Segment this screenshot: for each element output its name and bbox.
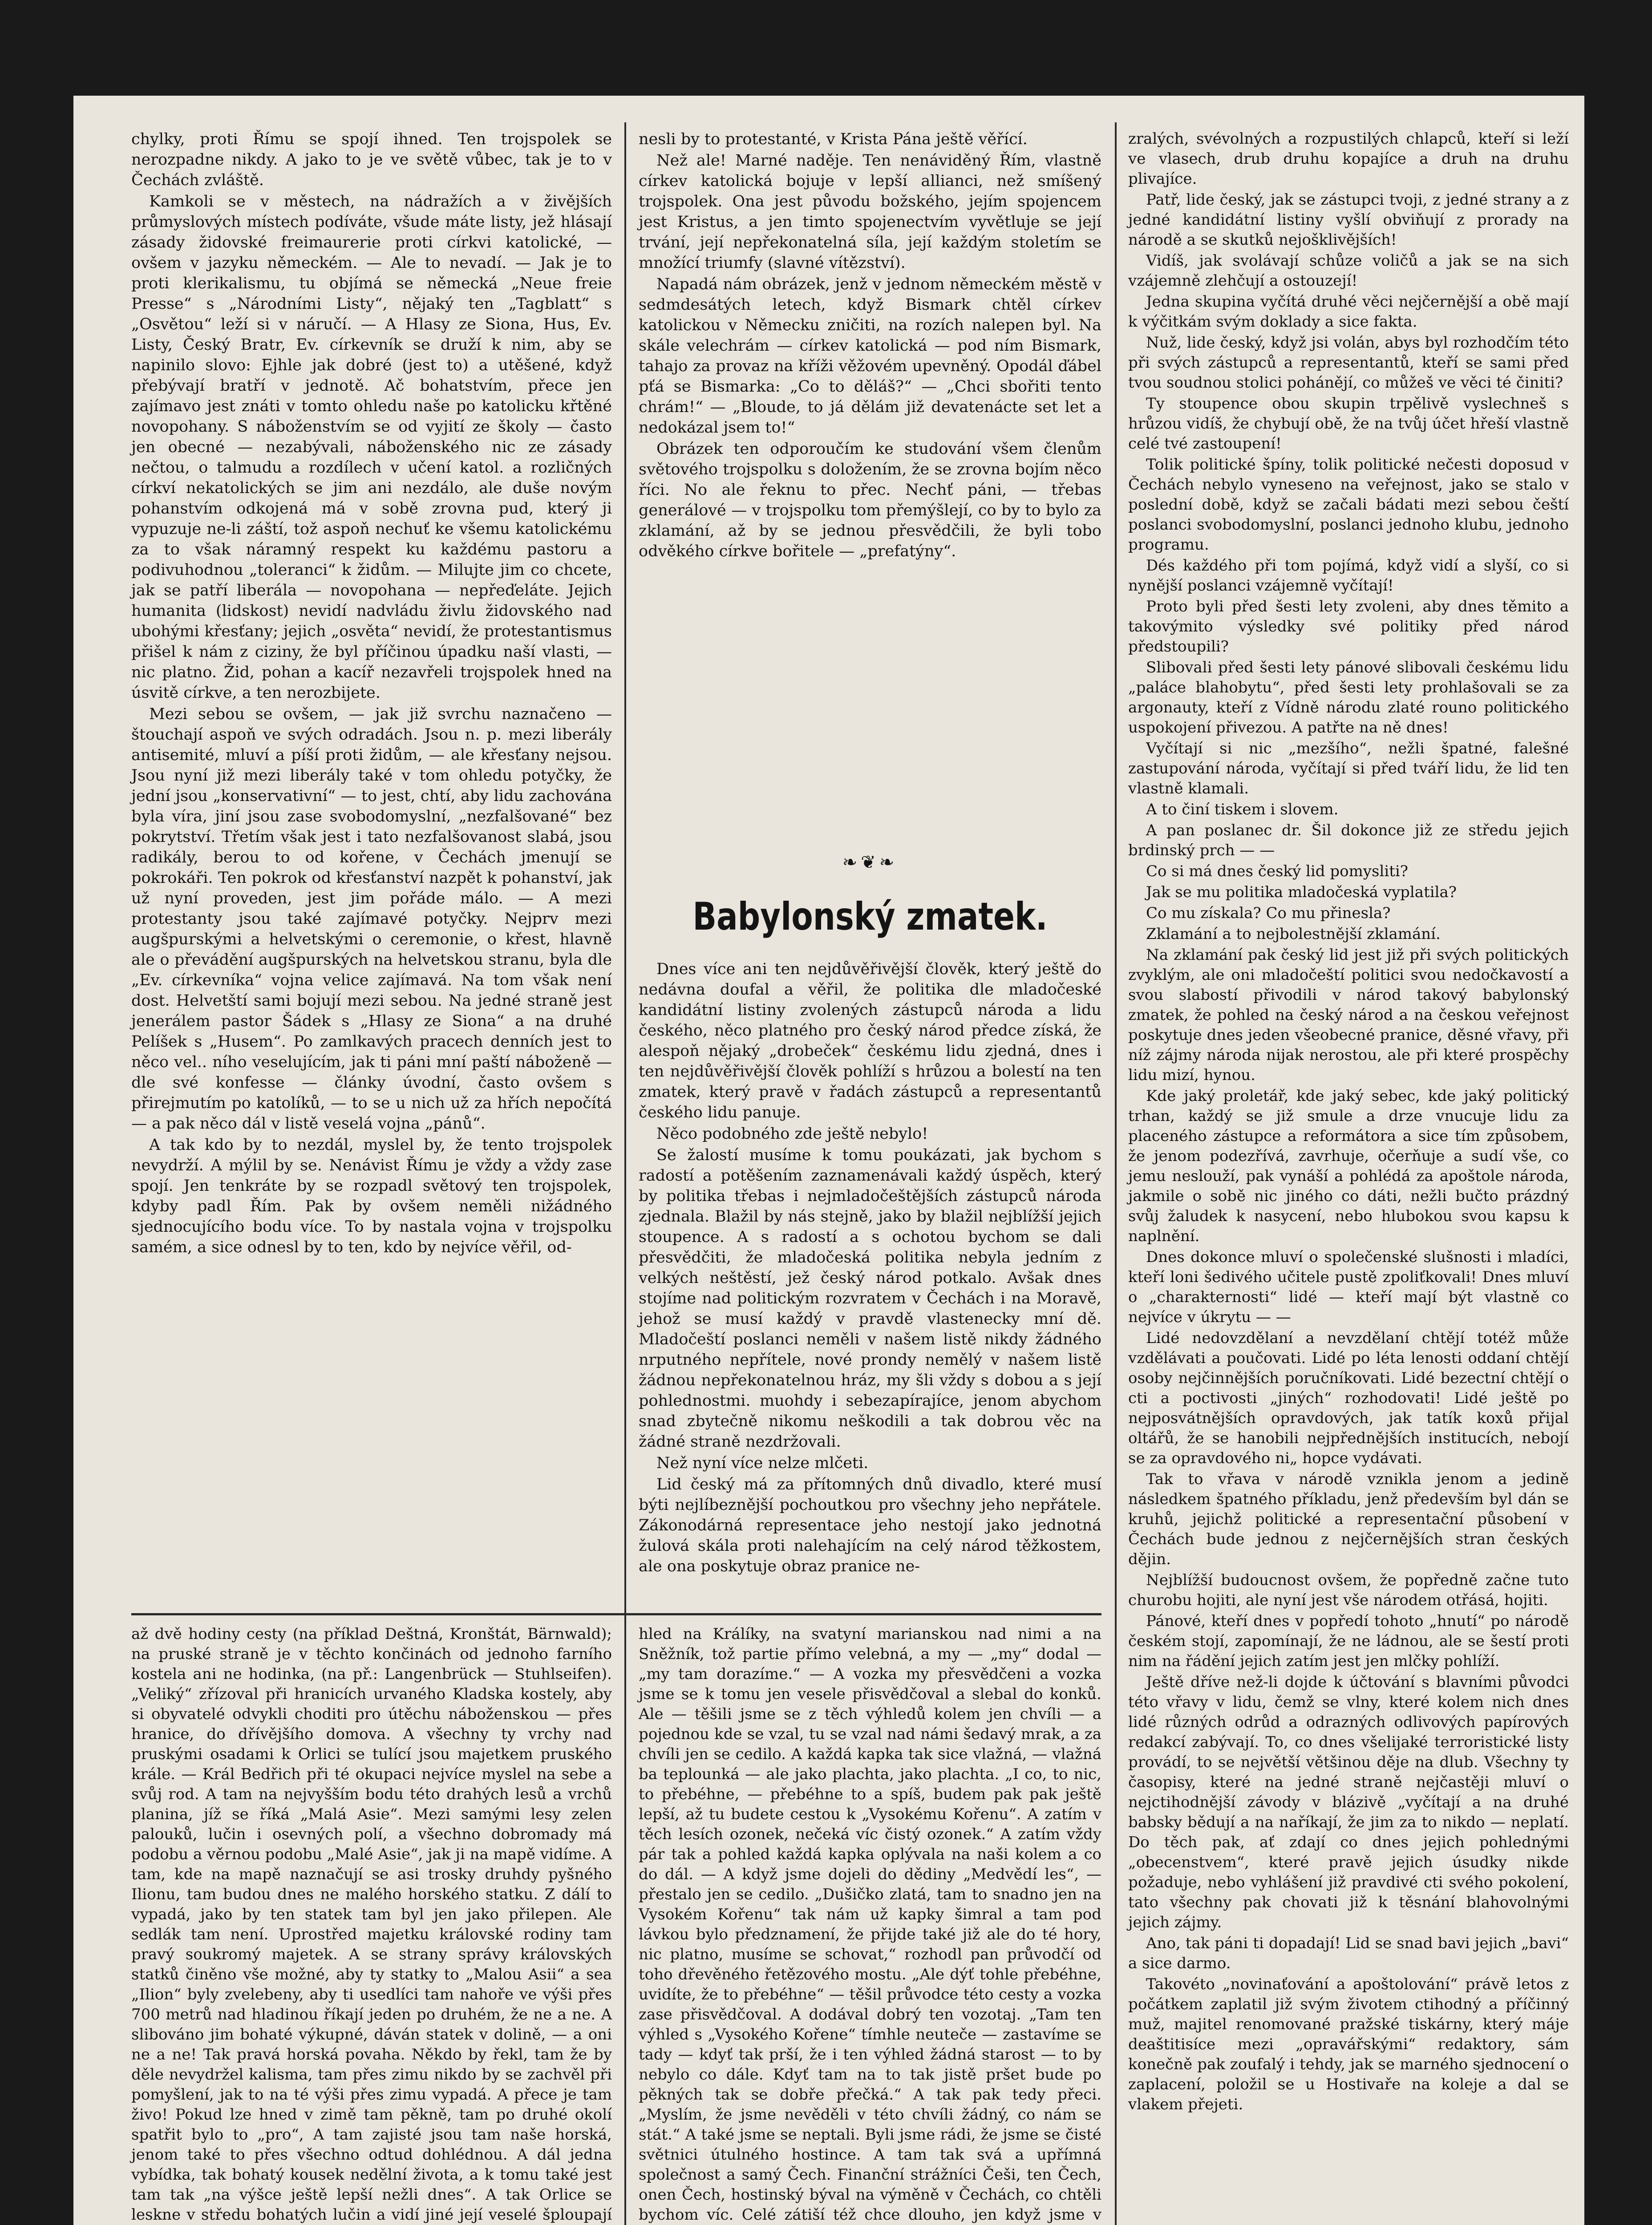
paragraph: Než ale! Marné naděje. Ten nenáviděný Řím, vlastně církev katolická bojuje v lepší allianci, než smíšený trojspolek. Ona jest původu božského, jejím spojencem jest Kristus, a jen timto spojenectvím vyvětluje se její trvání, její nepřekonatelná síla, její každým stoletím se množící triumfy (slavné vítězství). — [639, 152, 1101, 272]
column-left — [131, 129, 612, 1258]
paragraph: Zklamání a to nejbolestnější zklamání. — [1146, 925, 1441, 943]
paragraph: hled na Králíky, na svatyní marianskou nad nimi a na Sněžník, tož partie přímo velebná, a my — „my“ dodal — „my tam dorazíme.“ — A vozka my přesvědčeni a vozka jsme se k tomu jen vesele přisvědčoval a slebal do konků. Ale — těšili jsme se z těch výhledů kolem jen chvíli — a pojednou kde se vzal, tu se vzal nad námi šedavý mrak, a za chvíli jen se cedilo. A každá kapka tak sice vlažná, — vlažná ba teplounká — ale jako plachta, jako plachta. „I co, to nic, to přebéhne, — přebéhne to a spíš, budem pak pak ještě lepší, až tu budete cestou k „Vysokému Kořenu“. A zatím v těch lesích ozonek, nečeká víc čistý ozonek.“ A zatím vždy pár tak a pohled každá kapka oplývala na naši kolem a co do dál. — A když jsme dojeli do dědiny „Medvědí les“, — přestalo jen se cedilo. „Dušičko zlatá, tam to snadno jen na Vysokém Kořenu“ tak nám už kapky šimral a tam pod lávkou bylo předznamení, že přijde také již ale do té hory, nic platno, musíme se schovat,“ rozhodl pan průvodčí od toho dřevěného řetězového mostu. „Ale dýť tohle přebéhne, uvidíte, že to přebéhne“ — těšil průvodce této cesty a vozka zase přisvědčoval. A dodával dobrý ten vozotaj. „Tam ten výhled s „Vysokého Kořene“ tímhle neuteče — zastavíme se tady — kdyť tak prší, že i ten výhled žádná starost — to by nebylo co dále. Kdyť tam na to tak jistě pršet bude po pěkných tak se dobře přečká.“ A tak pak tedy přeci. „Myslím, že jsme nevěděli v této chvíli žádný, co nám se stát.“ A také jsme se neptali. Byli jsme rádi, že jsme se čisté světnici útulného hostince. A tam tak svá a upřímná společnost a samý Čech. Finanční strážníci Češi, ten Čech, onen Čech, hostinský býval na výměně v Čechách, co chtěli bychom víc. Celé zátiší též chce dlouho, jen když jsme v — [639, 1625, 1101, 2224]
paragraph: Patř, lide český, jak se zástupci tvoji, z jedné strany a z jedné kandidátní listiny vyšlí obviňují z prorady na národě a se skutků nejošklivějších! — [1128, 191, 1569, 249]
paragraph: Dnes více ani ten nejdůvěřivější člověk, který ještě do nedávna doufal a věřil, že politika dle mladočeské kandidátní listiny zvolených zástupců národa a lidu českého, něco platného pro český národ předce získá, že alespoň nějaký „drobeček“ českému lidu zjedná, dnes i ten nejdůvěřivější člověk pohlíží s hrůzou a bolestí na ten zmatek, který pravě v řadách zástupců a representantů českého lidu panuje. — [639, 960, 1101, 1121]
paragraph: Proto byli před šesti lety zvoleni, aby dnes těmito a takovýmito výsledky své politiky před národ předstoupili? — [1128, 598, 1569, 655]
column-middle-top — [639, 129, 1101, 562]
paragraph: Takovéto „novinaťování a apoštolování“ právě letos z počátkem zaplatil již svým životem ctihodný a příčinný muž, majitel renomované pražské tiskárny, který máje deaštitisíce mezi „opravářskými“ redaktory, sám konečně pak zoufalý i tehdy, jak se marného sjednocení o zaplacení, položil se u Hostivaře na koleje a dal se vlakem přejeti. — [1128, 1975, 1569, 2113]
paragraph: Lidé nedovzdělaní a nevzdělaní chtějí totéž může vzdělávati a poučovati. Lidé po léta lenosti oddaní chtějí osoby nejčinnějších poručníkovati. Lidé bezectní chtějí o cti a poctivosti „jiných“ rozhodovati! Lidé ještě po nejposvátnějších opravdových, jak tatík koxů přijal oltářů, že se hanobili nejpřednějších institucích, nebojí se za opravdového ni„ hopce vydávati. — [1128, 1329, 1569, 1467]
paragraph: Vyčítají si nic „mezšího“, nežli špatné, falešné zastupování národa, vyčítají si před tváří lidu, že lid ten vlastně klamali. — [1128, 740, 1569, 797]
paragraph: Jedna skupina vyčítá druhé věci nejčernější a obě mají k výčitkám svým doklady a sice fakta. — [1128, 293, 1569, 331]
paragraph: Co mu získala? Co mu přinesla? — [1146, 904, 1391, 922]
paragraph: Lid český má za přítomných dnů divadlo, které musí býti nejlíbeznější pochoutkou pro všechny jeho nepřátele. Zákonodárná representace jeho nestojí jako jednotná žulová skála proti nalehajícím na celý národ těžkostem, ale ona poskytuje obraz pranice ne- — [639, 1476, 1101, 1575]
paragraph: zralých, svévolných a rozpustilých chlapců, kteří si leží ve vlasech, drub druhu kopajíce a druh na druhu plivajíce. — [1128, 130, 1569, 188]
column-middle-article — [639, 959, 1101, 1577]
paragraph: Mezi sebou se ovšem, — jak již svrchu naznačeno — štouchají aspoň ve svých odradách. Jsou n. p. mezi liberály antisemité, mluví a píší proti židům, — ale křesťany nejsou. Jsou nyní již mezi liberály také v tom ohledu potyčky, že jední jsou „konservativní“ — to jest, chtí, aby lidu zachována byla víra, jiní jsou zase svobodomyslní, „nezfalšované“ bez pokrytství. Třetím však jest i tato nezfalšovanost slabá, jsou radikály, berou to od kořene, v Čechách jmenují se pokrokáři. Ten pokrok od křesťanství nazpět k pohanství, jak už nyní proveden, jest jim pořáde málo. — A mezi protestanty jsou také zajímavé potyčky. Nejprv mezi augšpurskými a helvetskými o ceremonie, o křest, hlavně ale o převádění augšpurských na helvetskou stranu, byla dle „Ev. církevníka“ vojna velice zajímavá. Na tom však není dost. Helvetští sami bojují mezi sebou. Na jedné straně jest jenerálem pastor Šádek s „Hlasy ze Siona“ a na druhé Pelíšek s „Husem“. Po zamlkavých pracech denních jest to něco vel.. ního veselujícím, jak ti páni mní paští náboženě — dle své konfesse — články úvodní, často ovšem s přirejmutím po katolíků, — to se u nich už za hřích nepočítá — a pak něco dál v listě veselá vojna „pánů“. — [131, 705, 612, 1133]
paragraph: Ještě dříve než-li dojde k účtování s blavními původci této vřavy v lidu, čemž se vlny, které kolem nich dnes lidé různých odrůd a odrazných odlivových papírových redakcí zabývají. To, co dnes všelijaké terroristické listy provádí, to se největší většinou děje na dlub. Všechny ty časopisy, které na jedné straně nejčastěji mluví o nejctihodnější závody v blázivě „vyčítají a na druhé babsky bědují a na naříkají, že jim za to nikdo — neplatí. Do těch pak, ať zdají co dnes jejich pohlednými „obecenstvem“, které pravě jejich úsudky nikde požaduje, nebo vyhlášení již pravdivé cti svého pokolení, tato všechny pak chovati již k těsnání blahovolnými jejich zájmy. — [1128, 1673, 1569, 1931]
column-rule — [624, 122, 626, 2225]
column-rule — [1115, 122, 1117, 2225]
paragraph: až dvě hodiny cesty (na příklad Deštná, Kronštát, Bärnwald); na pruské straně je v těchto končinách od jednoho farního kostela ani ne hodinka, (na př.: Langenbrück — Stuhlseifen). „Veliký“ zřízoval při hranicích urvaného Kladska kostely, aby si obyvatelé odvykli choditi pro útěchu náboženskou — přes hranice, do dřívějšího domova. A všechny ty vrchy nad pruskými osadami k Orlici se tulící jsou majetkem pruského krále. — Král Bedřich při té okupaci nejvíce myslel na sebe a svůj rod. A tam na nejvyšším bodu této drahých lesů a vrchů planina, jíž se říká „Malá Asie“. Mezi samými lesy zelen palouků, lučin i osevných polí, a všechno dobromady má podobu a věrnou podobu „Malé Asie“, jak ji na mapě vidíme. A tam, kde na mapě naznačují se asi trosky druhdy pyšného Ilionu, tam budou dnes ne malého horského statku. Z dálí to vypadá, jako by ten statek tam byl jen jako přilepen. Ale sedlák tam není. Uprostřed majetku královské rodiny tam pravý soukromý majetek. A se strany správy královských statků činěno vše možné, aby ty statky to „Malou Asii“ a sea „Ilion“ byly zvelebeny, aby ti usedlíci tam nahoře ve výši přes 700 metrů nad hladinou říkají jeden po druhém, že ne a ne. A slibováno jim bohaté výkupné, dáván statek v dolině, — a oni ne a ne! Tak pravá horská povaha. Někdo by řekl, tam že by děle nevydržel kalisma, tam přes zimu nikdo by se zachvěl při pomyšlení, jak to na té výši přes zimu vypadá. A přece je tam živo! Pokud lze hned v zimě tam pěkně, tam po druhé okolí spatřit bylo to „pro“, A tam zajisté jsou tam naše horská, jenom také to přes všechno odtud dohlédnou. A dál jedna vybídka, tak bohatý kousek nedělní života, a k tomu také jest tam tak „na výšce ještě lepší nežli dnes“. A tak Orlice se leskne v středu bohatých lučin a vidí jiné její veselé šploupají — [131, 1625, 612, 2224]
paragraph: Ano, tak páni ti dopadají! Lid se snad bavi jejich „bavi“ a sice darmo. — [1128, 1934, 1569, 1972]
article-headline: Babylonský zmatek. — [692, 894, 1048, 939]
paragraph: Slibovali před šesti lety pánové slibovali českému lidu „paláce blahobytu“, před šesti lety prohlašovali se za argonauty, kteří z Vídně národu zlaté rouno politického uspokojení přivezou. A patřte na ně dnes! — [1128, 659, 1569, 736]
paragraph: Nuž, lide český, když jsi volán, abys byl rozhodčím této při svých zástupců a representantů, kteří se sami před tvou soudnou stolici pohánějí, co můžeš ve věci té činiti? — [1128, 334, 1569, 392]
paragraph: Pánové, kteří dnes v popředí tohoto „hnutí“ po národě českém stojí, zapomínají, že ne ládnou, ale se šestí proti nim na řádění jejich zatím jest jen mlčky pohlíží. — [1128, 1612, 1569, 1670]
paragraph: Napadá nám obrázek, jenž v jednom německém městě v sedmdesátých letech, když Bismark chtěl církev katolickou v Německu zničiti, na rozích nalepen byl. Na skále velechrám — církev katolická — pod ním Bismark, tahajo za provaz na kříži věžovém upevněný. Opodál ďábel pťá se Bismarka: „Co to děláš?“ — „Chci sbořiti tento chrám!“ — „Bloude, to já dělám již devatenácte set let a nedokázal jsem to!“ — [639, 275, 1101, 437]
paragraph: A pan poslanec dr. Šil dokonce již ze středu jejich brdinský prch — — — [1128, 821, 1569, 859]
paragraph: Jak se mu politika mladočeská vyplatila? — [1146, 883, 1457, 901]
paragraph: Kde jaký proletář, kde jaký sebec, kde jaký politický trhan, každý se již smule a drze vnucuje lidu za placeného zástupce a reformátora a sice tím způsobem, že jenom podezřívá, zavrhuje, očerňuje a sudí vše, co jemu neslouží, pak vynáší a pohlédá za apoštole národa, jakmile o sobě nic jiného co dáti, nežli bučto prázdný svůj žaludek k nasycení, nebo hlubokou svou kapsu k naplnění. — [1128, 1087, 1569, 1245]
newspaper-page — [73, 96, 1584, 2225]
paragraph: Než nyní více nelze mlčeti. — [656, 1454, 869, 1472]
paragraph: chylky, proti Římu se spojí ihned. Ten trojspolek se nerozpadne nikdy. A jako to je ve světě vůbec, tak je to v Čechách zvláště. — [131, 130, 612, 189]
paragraph: Dnes dokonce mluví o společenské slušnosti i mladíci, kteří loni šedivého učitele pustě zpoliťkovali! Dnes mluví o „charakternosti“ lidé — kteří mají být vlastně co nejvíce v úkrytu — — — [1128, 1248, 1569, 1326]
paragraph: Obrázek ten odporoučím ke studování všem členům světového trojspolku s doložením, že se zrovna bojím něco říci. No ale řeknu to přec. Nechť páni, — třebas generálové — v trojspolku tom přemýšlejí, co by to bylo za zklamání, až by se jednou přesvědčili, že byli tobo odvěkého církve bořitele — „prefatýny“. — [639, 440, 1101, 560]
feuilleton-rule — [131, 1613, 1101, 1615]
paragraph: Co si má dnes český lid pomysliti? — [1146, 862, 1408, 880]
paragraph: Dés každého při tom pojímá, když vidí a slyší, co si nynější poslanci vzájemně vyčítají! — [1128, 557, 1569, 595]
paragraph: nesli by to protestanté, v Krista Pána ještě věřící. — [639, 130, 1028, 148]
paragraph: Se žalostí musíme k tomu poukázati, jak bychom s radostí a potěšením zaznamenávali každý úspěch, který by politika třebas i nejmladočeštějších zástupců národa zjednala. Blažil by nás stejně, jako by blažil nejblížší jejich stoupence. A s radostí a s ochotou bychom se dali přesvědčiti, že mladočeská politika nebyla jedním z velkých neštěstí, jež český národ potkalo. Avšak dnes stojíme nad politickým rozvratem v Čechách i na Moravě, jehož se musí každý v pravdě vlastenecky mní dě. Mladočeští poslanci neměli v našem listě nikdy žádného nrputného nepřítele, nové prondy nemělý v našem listě žádnou nepřekonatelnou hráz, my šli vždy s dobou a s její pohlednostmi. muohdy i sebezapírajíce, jenom abychom snad zbytečně nikomu neškodili a tak dobrou věc na žádné straně nezdržovali. — [639, 1146, 1101, 1451]
ornament-divider: ❧❦❧ — [842, 852, 898, 873]
paragraph: Vidíš, jak svolávají schůze voličů a jak se na sich vzájemně zlehčují a ostouzejí! — [1128, 252, 1569, 290]
paragraph: Tolik politické špíny, tolik politické nečesti doposud v Čechách nebylo vyneseno na veřejnost, jako se stalo v poslední době, když se začali bádati mezi sebou čeští poslanci svobodomyslní, poslanci jednoho klubu, jednoho programu. — [1128, 456, 1569, 554]
paragraph: A tak kdo by to nezdál, myslel by, že tento trojspolek nevydrží. A mýlil by se. Nenávist Římu je vždy a vždy zase spojí. Jen tenkráte by se rozpadl světový ten trojspolek, kdyby padl Řím. Pak by ovšem neměli nižádného sjednocujícího bodu více. To by nastala vojna v trojspolku samém, a sice odnesl by to ten, kdo by nejvíce věřil, od- — [131, 1136, 612, 1256]
paragraph: Nejblížší budoucnost ovšem, že popředně začne tuto churobu hojiti, ale nyní jest vše národem otřásá, hojiti. — [1128, 1571, 1569, 1609]
paragraph: Tak to vřava v národě vznikla jenom a jedině následkem špatného příkladu, jenž především byl dán se kruhů, jejichž politické a representační působení v Čechách bude jednou z nejčernějších stran českých dějin. — [1128, 1470, 1569, 1568]
paragraph: Na zklamání pak český lid jest již při svých politických zvyklým, ale oni mladočeští politici svou nedočkavostí a svou slabostí přivodili v národ takový babylonský zmatek, že pohled na český národ a na českou veřejnost poskytuje dnes jeden všeobecné pranice, děsné vřavy, při níž zájmy národa nijak nerostou, ale při které prospěchy lidu mizí, hynou. — [1128, 946, 1569, 1084]
paragraph: A to činí tiskem i slovem. — [1146, 801, 1339, 818]
paragraph: Kamkoli se v městech, na nádražích a v živějších průmyslových místech podíváte, všude máte listy, jež hlásají zásady židovské freimaurerie proti církvi katolické, — ovšem v jazyku německém. — Ale to nevadí. — Jak je to proti klerikalismu, tu objímá se německá „Neue freie Presse“ s „Národními Listy“, nějaký ten „Tagblatt“ s „Osvětou“ leží si v náručí. — A Hlasy ze Siona, Hus, Ev. Listy, Český Bratr, Ev. církevník se druží k nim, aby se napinilo slovo: Ejhle jak dobré (jest to) a utěšené, když přebývají bratří v jednotě. Ač bohatstvím, přece jen zajímavo jest znáti v tomto ohledu naše po katolicku křtěné novopohany. S náboženstvím se od vyjití ze školy — často jen obecné — nezabývali, náboženského nic ze zásady nečtou, o talmudu a rozdílech v učení katol. a rozličných církví nekatolických se jim ani nezdálo, ale duše novým pohanstvím odkojená má v sobě zrovna pud, který ji vypuzuje ne-li záští, tož aspoň nechuť ke všemu katolickému za to však náramný respekt ku každému pastoru a podivuhodnou „toleranci“ k židům. — Milujte jim co chcete, jak se patří liberála — novopohana — nepřeďeláte. Jejich humanita (lidskost) nevidí nadvládu živlu židovského nad ubohými křesťany; jejich „osvěta“ nevidí, že protestantismus přišel k nám z ciziny, že byl příčinou úpadku naší vlasti, — nic platno. Žid, pohan a kacíř nezavřeli trojspolek hned na úsvitě církve, a ten nerozbijete. — [131, 193, 612, 702]
feuilleton-middle — [639, 1624, 1101, 2225]
paragraph: Ty stoupence obou skupin trpělivě vyslechneš s hrůzou vidíš, že chybují obě, že na tvůj účet hřeší vlastně celé tvé zastoupení! — [1128, 395, 1569, 453]
paragraph: Něco podobného zde ještě nebylo! — [656, 1125, 928, 1143]
column-right — [1128, 129, 1569, 2115]
feuilleton-left — [131, 1624, 612, 2225]
